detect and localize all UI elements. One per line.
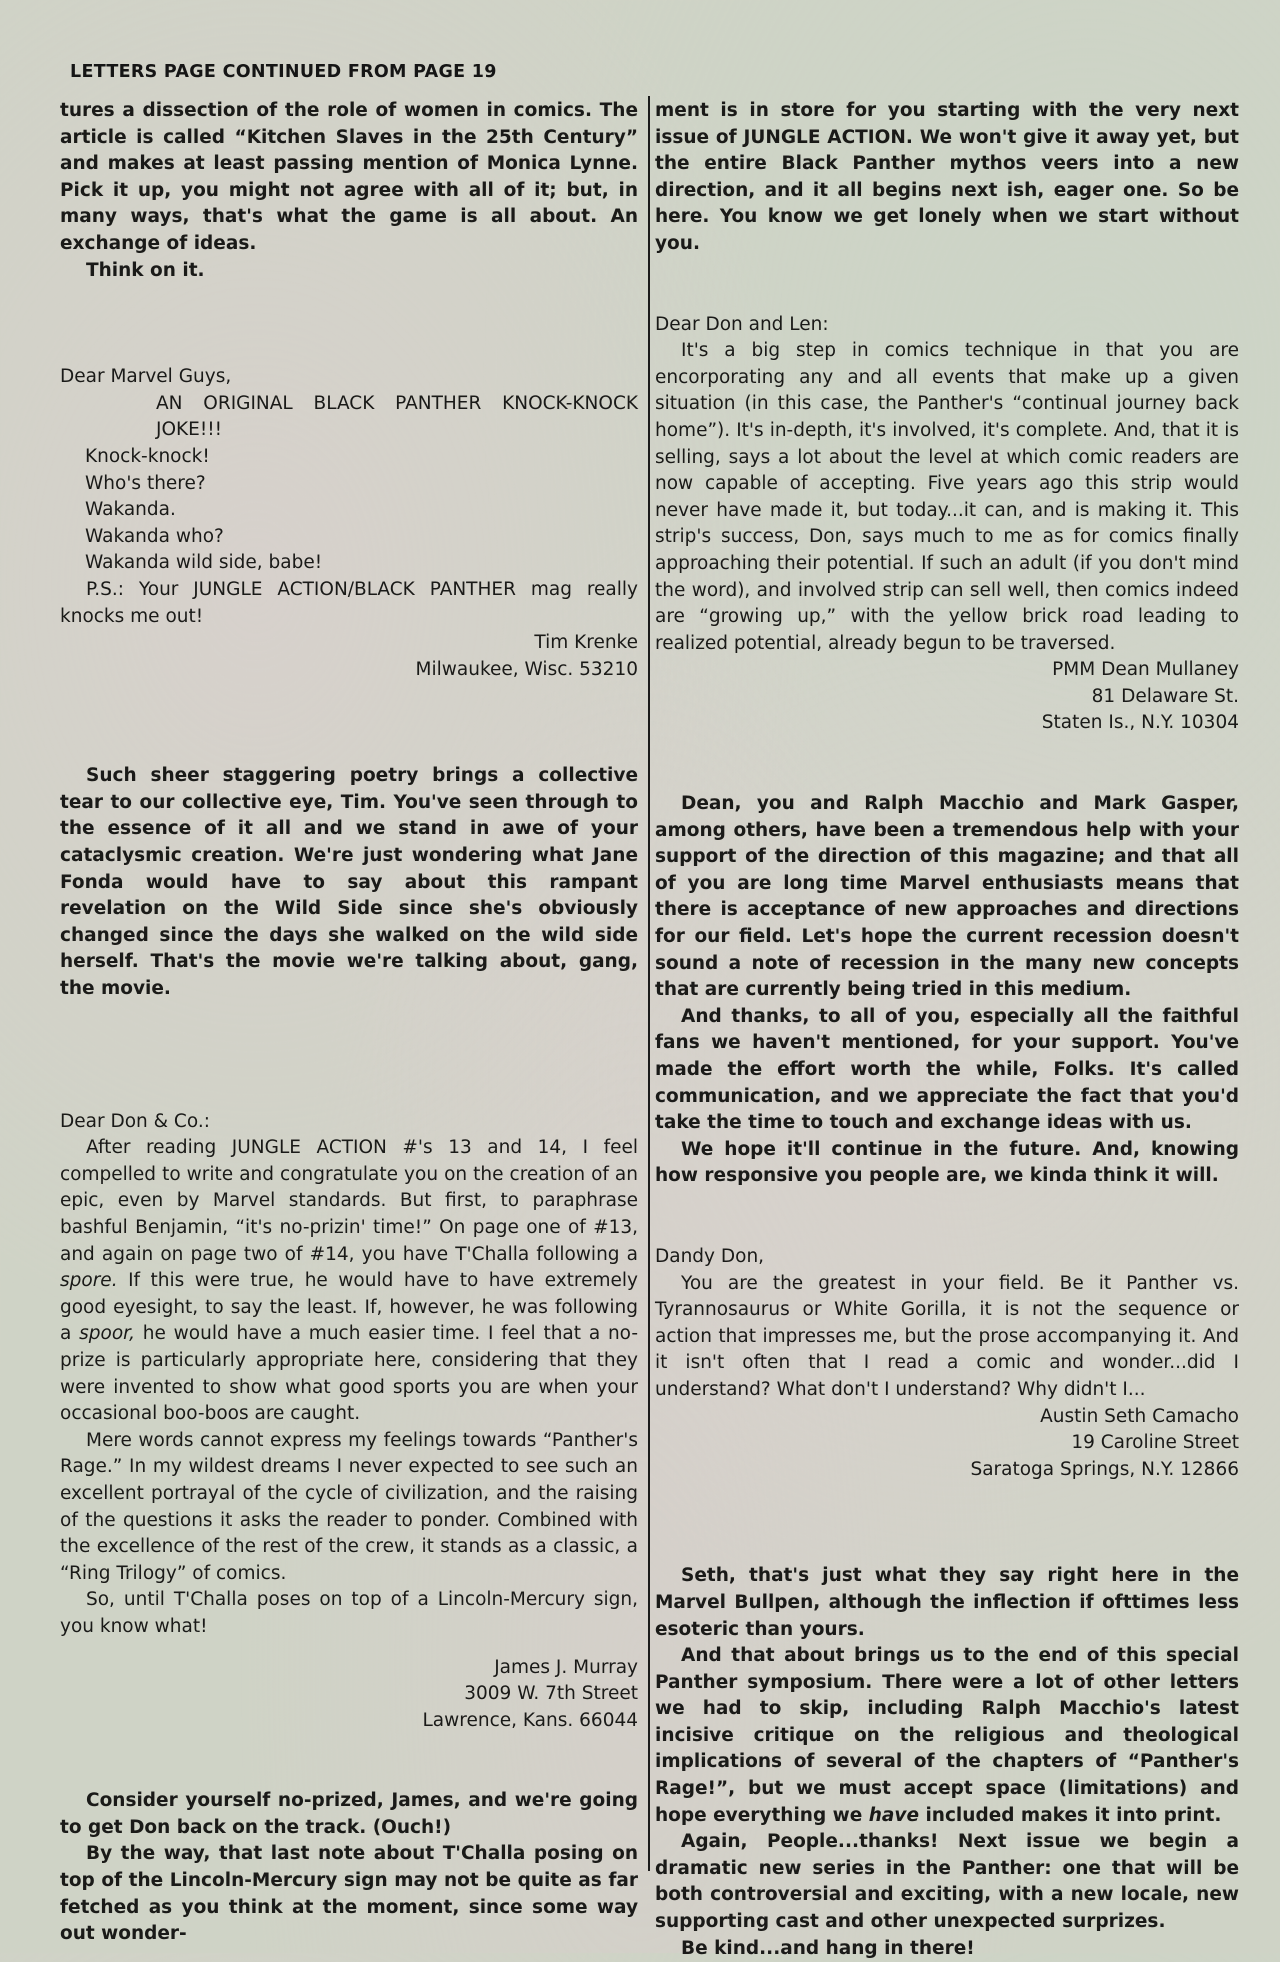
reply-paragraph: Seth, that's just what they say right here in the Marvel Bullpen, although the inflection if ofttimes less esoteric than yours.: [655, 1565, 1239, 1640]
letter-tim-krenke: [60, 364, 638, 683]
signature-city: Saratoga Springs, N.Y. 12866: [970, 1458, 1239, 1480]
signature-address: 81 Delaware St.: [1091, 685, 1239, 707]
joke-line: Knock-knock!: [85, 445, 210, 467]
reply-paragraph: Dean, you and Ralph Macchio and Mark Gasper, among others, have been a tremendous help with your support of the direction of this magazine; and that all of you are long time Marvel enthusiasts means that there is acceptance of new approaches and directions for our field. Let's hope the current recession doesn't sound a note of recession in the many new concepts that are currently being tried in this medium.: [655, 793, 1239, 1001]
joke-line: Wakanda who?: [85, 525, 224, 547]
reply-paragraph: By the way, that last note about T'Challa posing on top of the Lincoln-Mercury sign may not be quite as far fetched as you think at the moment, since some way out wonder-: [60, 1843, 638, 1945]
reply-continued-closing: Think on it.: [86, 259, 205, 281]
joke-title: AN ORIGINAL BLACK PANTHER KNOCK-KNOCK JOKE!!!: [156, 392, 638, 441]
left-column: [60, 98, 638, 1948]
page-header: LETTERS PAGE CONTINUED FROM PAGE 19: [70, 62, 497, 82]
letter-salutation: Dandy Don,: [655, 1245, 765, 1267]
column-divider: [648, 96, 650, 1871]
joke-line: Wakanda.: [85, 499, 176, 521]
signature-address: 19 Caroline Street: [1071, 1432, 1239, 1454]
letter-salutation: Dear Marvel Guys,: [60, 366, 232, 388]
signature-city: Lawrence, Kans. 66044: [422, 1709, 638, 1731]
reply-paragraph: Again, People...thanks! Next issue we begin a dramatic new series in the Panther: one that will be both controversial and exciting, with a new locale, new supporting cast and other unexpected surprizes.: [655, 1831, 1239, 1933]
reply-paragraph: Consider yourself no-prized, James, and we're going to get Don back on the track. (Ouch!): [60, 1790, 638, 1838]
right-column: [655, 98, 1239, 1962]
signature-address: Milwaukee, Wisc. 53210: [415, 658, 638, 680]
reply-tim-krenke: Such sheer staggering poetry brings a collective tear to our collective eye, Tim. You've seen through to the essence of it all and we stand in awe of your cataclysmic creation. We're just wondering what Jane Fonda would have to say about this rampant revelation on the Wild Side since she's obviously changed since the days she walked on the wild side herself. That's the movie we're talking about, gang, the movie.: [60, 765, 638, 1000]
signature-name: James J. Murray: [494, 1656, 638, 1678]
letter-paragraph: You are the greatest in your field. Be it Panther vs. Tyrannosaurus or White Gorilla, it is not the sequence or action that impresses me, but the prose accompanying it. And it isn't often that I read a comic and wonder...did I understand? What don't I understand? Why didn't I...: [655, 1272, 1239, 1400]
letter-james-murray: [60, 1109, 638, 1735]
letter-austin-camacho: [655, 1244, 1239, 1483]
letter-paragraph: Mere words cannot express my feelings towards “Panther's Rage.” In my wildest dreams I never expected to see such an excellent portrayal of the cycle of civilization, and the raising of the questions it asks the reader to ponder. Combined with the excellence of the rest of the crew, it stands as a classic, a “Ring Trilogy” of comics.: [60, 1429, 638, 1584]
reply-james-murray: [60, 1788, 638, 1948]
reply-continued-right: ment is in store for you starting with the very next issue of JUNGLE ACTION. We won't give it away yet, but the entire Black Panther mythos veers into a new direction, and it all begins next ish, eager one. So be here. You know we get lonely when we start without you.: [655, 100, 1239, 254]
letter-postscript: P.S.: Your JUNGLE ACTION/BLACK PANTHER mag really knocks me out!: [60, 578, 638, 627]
letter-paragraph: It's a big step in comics technique in that you are encorporating any and all events that make up a given situation (in this case, the Panther's “continual journey back home”). It's in-depth, it's involved, it's complete. And, that it is selling, says a lot about the level at which comic readers are now capable of accepting. Five years ago this strip would never have made it, but today...it can, and is making it. This strip's success, Don, says much to me as for comics finally approaching their potential. If such an adult (if you don't mind the word), and involved strip can sell well, then comics indeed are “growing up,” with the yellow brick road leading to realized potential, already begun to be traversed.: [655, 340, 1239, 654]
signature-address: 3009 W. 7th Street: [464, 1683, 638, 1705]
signature-city: Staten Is., N.Y. 10304: [1041, 712, 1239, 734]
signature-name: PMM Dean Mullaney: [1052, 659, 1239, 681]
reply-continued-paragraph: tures a dissection of the role of women in comics. The article is called “Kitchen Slaves in the 25th Century” and makes at least passing mention of Monica Lynne. Pick it up, you might not agree with all of it; but, in many ways, that's what the game is all about. An exchange of ideas.: [60, 100, 638, 254]
signature-name: Austin Seth Camacho: [1040, 1405, 1239, 1427]
reply-paragraph: We hope it'll continue in the future. And, knowing how responsive you people are, we kinda think it will.: [655, 1138, 1239, 1187]
signature-name: Tim Krenke: [534, 632, 638, 654]
joke-line: Wakanda wild side, babe!: [85, 552, 323, 574]
reply-paragraph: And thanks, to all of you, especially all the faithful fans we haven't mentioned, for your support. You've made the effort worth the while, Folks. It's called communication, and we appreciate the fact that you'd take the time to touch and exchange ideas with us.: [655, 1005, 1239, 1134]
reply-austin-camacho: [655, 1563, 1239, 1962]
letter-salutation: Dear Don and Len:: [655, 313, 829, 335]
reply-dean-mullaney: [655, 791, 1239, 1190]
letter-paragraph: After reading JUNGLE ACTION #'s 13 and 14, I feel compelled to write and congratulate you on the creation of an epic, even by Marvel standards. But first, to paraphrase bashful Benjamin, “it's no-prizin' time!” On page one of #13, and again on page two of #14, you have T'Challa following a spore. If this were true, he would have to have extremely good eyesight, to say the least. If, however, he was following a spoor, he would have a much easier time. I feel that a no-prize is particularly appropriate here, considering that they were invented to show what good sports you are when your occasional boo-boos are caught.: [60, 1137, 639, 1425]
letter-dean-mullaney: [655, 312, 1239, 738]
reply-closing: Be kind...and hang in there!: [681, 1937, 975, 1959]
reply-continued: [60, 98, 638, 284]
reply-paragraph: And that about brings us to the end of this special Panther symposium. There were a lot of other letters we had to skip, including Ralph Macchio's latest incisive critique on the religious and theological implications of several of the chapters of “Panther's Rage!”, but we must accept space (limitations) and hope everything we have included makes it into print.: [655, 1645, 1239, 1826]
joke-line: Who's there?: [85, 472, 206, 494]
letter-paragraph: So, until T'Challa poses on top of a Lincoln-Mercury sign, you know what!: [60, 1589, 638, 1637]
letter-salutation: Dear Don & Co.:: [60, 1110, 210, 1132]
